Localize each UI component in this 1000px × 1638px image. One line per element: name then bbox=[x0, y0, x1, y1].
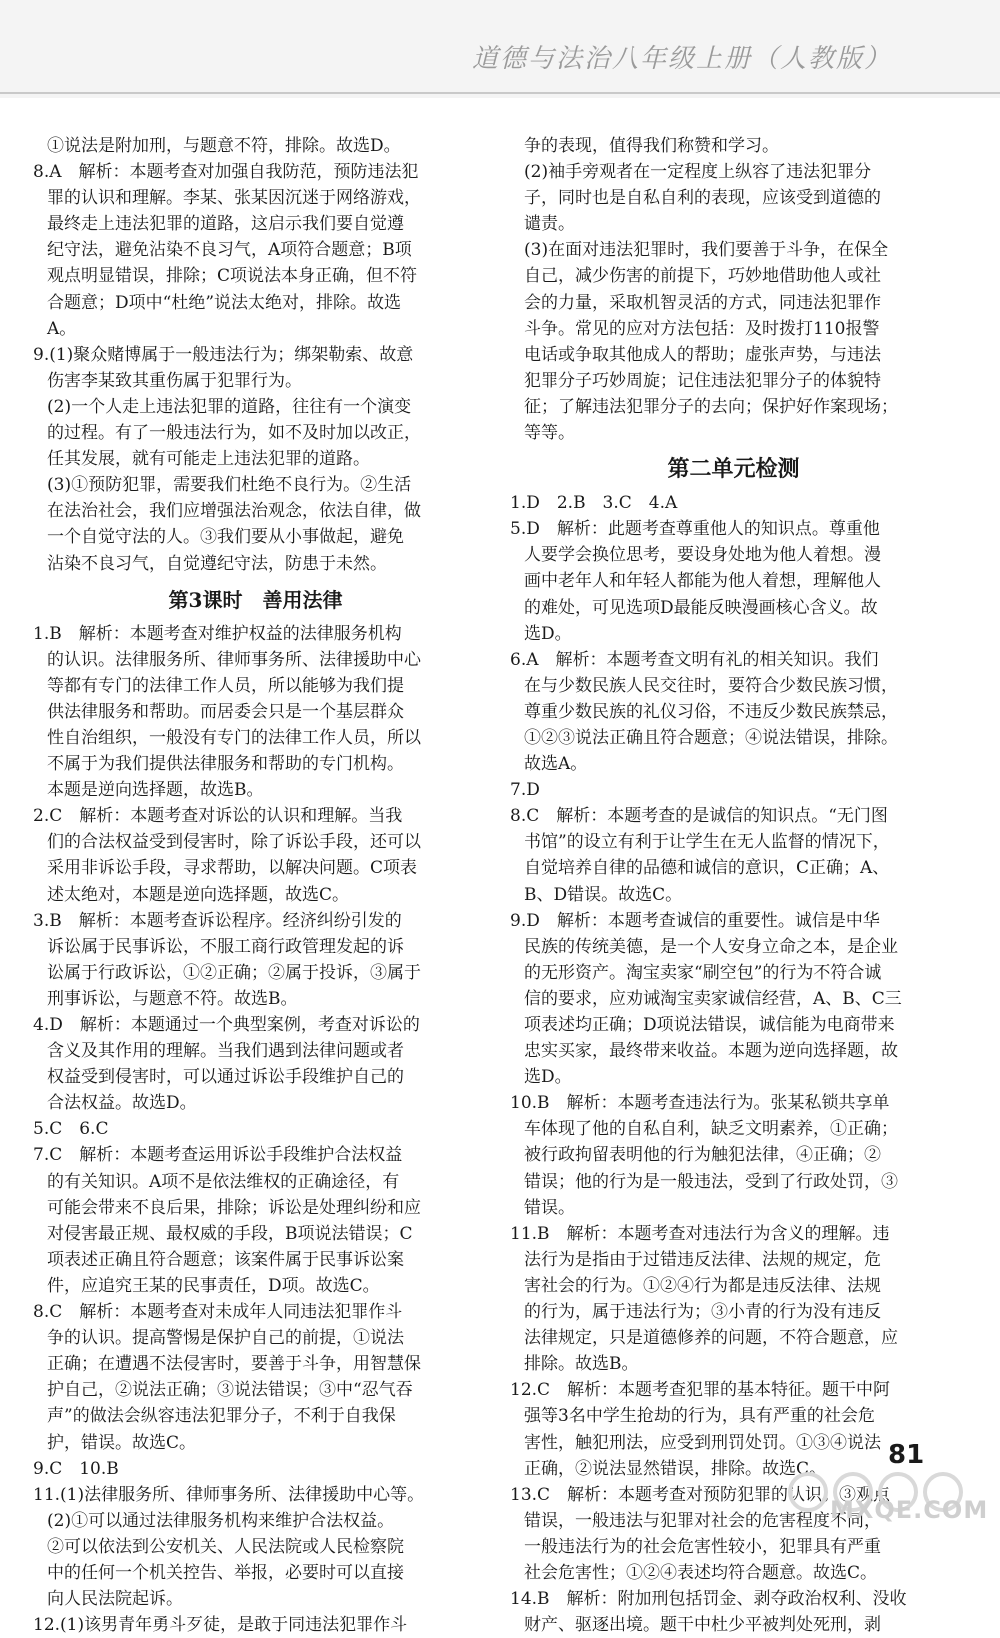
text-line: 一个自觉守法的人。③我们要从小事做起，避免 bbox=[47, 527, 404, 548]
text-line: 项表述正确且符合题意；该案件属于民事诉讼案 bbox=[47, 1249, 404, 1270]
text-line: 谴责。 bbox=[524, 214, 575, 235]
right-column bbox=[510, 133, 957, 1638]
text-line: 5.D 解析：此题考查尊重他人的知识点。尊重他 bbox=[510, 519, 880, 540]
text-line: 项表述均正确；D项说法错误，诚信能为电商带来 bbox=[524, 1015, 895, 1035]
text-line: 7.C 解析：本题考查运用诉讼手段维护合法权益 bbox=[33, 1145, 403, 1166]
text-line: 的认识。法律服务所、律师事务所、法律援助中心 bbox=[47, 649, 421, 670]
text-line: 画中老年人和年轻人都能为他人着想，理解他人 bbox=[524, 571, 881, 592]
text-line: 中的任何一个机关控告、举报，必要时可以直接 bbox=[47, 1562, 404, 1583]
text-line: 错误，一般违法与犯罪对社会的危害程度不同， bbox=[524, 1510, 881, 1531]
text-line: 尊重少数民族的礼仪习俗，不违反少数民族禁忌， bbox=[524, 701, 898, 722]
text-line: 护自己，②说法正确；③说法错误；③中“忍气吞 bbox=[47, 1380, 413, 1401]
text-line: 12.C 解析：本题考查犯罪的基本特征。题干中阿 bbox=[510, 1380, 891, 1401]
text-line: 选D。 bbox=[524, 1067, 572, 1088]
text-line: 子，同时也是自私自利的表现，应该受到道德的 bbox=[524, 188, 881, 209]
text-line: 书馆”的设立有利于让学生在无人监督的情况下， bbox=[524, 832, 890, 853]
text-line: 自己，减少伤害的前提下，巧妙地借助他人或社 bbox=[524, 266, 881, 287]
text-line: 合法权益。故选D。 bbox=[47, 1093, 197, 1114]
text-line: ①②③说法正确且符合题意；④说法错误，排除。 bbox=[524, 727, 898, 748]
text-line: 法行为是指由于过错违反法律、法规的规定，危 bbox=[524, 1249, 881, 1270]
text-line: 12.(1)该男青年勇斗歹徒，是敢于同违法犯罪作斗 bbox=[33, 1615, 408, 1636]
text-line: 8.C 解析：本题考查对未成年人同违法犯罪作斗 bbox=[33, 1302, 403, 1323]
section-heading-unit2-test: 第二单元检测 bbox=[667, 456, 800, 483]
text-line: 2.C 解析：本题考查对诉讼的认识和理解。当我 bbox=[33, 806, 403, 827]
left-column bbox=[33, 133, 478, 1638]
text-line: 9.(1)聚众赌博属于一般违法行为；绑架勒索、故意 bbox=[33, 344, 414, 365]
text-line: 被行政拘留表明他的行为触犯法律，④正确；② bbox=[524, 1145, 881, 1166]
text-line: 讼属于行政诉讼，①②正确；②属于投诉，③属于 bbox=[47, 962, 421, 983]
text-line: 人要学会换位思考，要设身处地为他人着想。漫 bbox=[524, 545, 881, 566]
text-line: 排除。故选B。 bbox=[524, 1354, 639, 1375]
text-line: 本题是逆向选择题，故选B。 bbox=[47, 780, 264, 801]
text-line: 错误；他的行为是一般违法，受到了行政处罚，③ bbox=[524, 1171, 898, 1192]
text-line: 一般违法行为的社会危害性较小，犯罪具有严重 bbox=[524, 1536, 881, 1557]
text-line: 等等。 bbox=[524, 423, 575, 444]
text-line: 征；了解违法犯罪分子的去向；保护好作案现场； bbox=[524, 396, 898, 417]
text-line: 声”的做法会纵容违法犯罪分子，不利于自我保 bbox=[47, 1406, 396, 1427]
text-line: 等都有专门的法律工作人员，所以能够为我们提 bbox=[47, 675, 404, 696]
text-line: 伤害李某致其重伤属于犯罪行为。 bbox=[47, 370, 302, 391]
text-line: 故选A。 bbox=[524, 754, 588, 775]
text-line: 述太绝对，本题是逆向选择题，故选C。 bbox=[47, 884, 350, 905]
text-line: (2)一个人走上违法犯罪的道路，往往有一个演变 bbox=[47, 396, 412, 417]
text-line: 合题意；D项中“杜绝”说法太绝对，排除。故选 bbox=[47, 292, 402, 313]
text-line: 选D。 bbox=[524, 623, 572, 644]
text-line: 害性，触犯刑法，应受到刑罚处罚。①③④说法 bbox=[524, 1432, 881, 1453]
text-line: 们的合法权益受到侵害时，除了诉讼手段，还可以 bbox=[47, 832, 421, 853]
text-line: ②可以依法到公安机关、人民法院或人民检察院 bbox=[47, 1536, 404, 1557]
text-line: 14.B 解析：附加刑包括罚金、剥夺政治权利、没收 bbox=[510, 1589, 907, 1610]
text-line: 会的力量，采取机智灵活的方式，同违法犯罪作 bbox=[524, 292, 881, 313]
text-line: 含义及其作用的理解。当我们遇到法律问题或者 bbox=[47, 1041, 404, 1062]
text-line: 犯罪分子巧妙周旋；记住违法犯罪分子的体貌特 bbox=[524, 370, 881, 391]
text-line: 9.C 10.B bbox=[33, 1458, 119, 1479]
text-line: 错误。 bbox=[524, 1197, 575, 1218]
text-line: 诉讼属于民事诉讼，不服工商行政管理发起的诉 bbox=[47, 936, 404, 957]
text-line: 车体现了他的自私自利，缺乏文明素养，①正确； bbox=[524, 1119, 898, 1140]
text-line: 的过程。有了一般违法行为，如不及时加以改正， bbox=[47, 423, 421, 444]
text-line: 自觉培养自律的品德和诚信的意识，C正确；A、 bbox=[524, 858, 890, 879]
text-line: (3)在面对违法犯罪时，我们要善于斗争，在保全 bbox=[524, 240, 889, 261]
text-line: (3)①预防犯罪，需要我们杜绝不良行为。②生活 bbox=[47, 475, 412, 496]
text-line: (2)①可以通过法律服务机构来维护合法权益。 bbox=[47, 1510, 395, 1531]
text-line: 社会危害性；①②④表述均符合题意。故选C。 bbox=[524, 1562, 878, 1583]
text-line: 在法治社会，我们应增强法治观念，依法自律，做 bbox=[47, 501, 421, 522]
text-line: 7.D bbox=[510, 780, 540, 801]
text-line: ①说法是附加刑，与题意不符，排除。故选D。 bbox=[47, 136, 401, 156]
text-line: 采用非诉讼手段，寻求帮助，以解决问题。C项表 bbox=[47, 858, 418, 879]
text-line: 观点明显错误，排除；C项说法本身正确，但不符 bbox=[47, 266, 418, 287]
text-line: 强等3名中学生抢劫的行为，具有严重的社会危 bbox=[524, 1406, 875, 1427]
text-line: 可能会带来不良后果，排除；诉讼是处理纠纷和应 bbox=[47, 1197, 421, 1218]
text-line: 斗争。常见的应对方法包括：及时拨打110报警 bbox=[524, 318, 880, 339]
text-line: 向人民法院起诉。 bbox=[47, 1589, 183, 1610]
page-number: 81 bbox=[888, 1440, 925, 1470]
text-line: 11.(1)法律服务所、律师事务所、法律援助中心等。 bbox=[33, 1484, 425, 1505]
text-line: 13.C 解析：本题考查对预防犯罪的认识。③观点 bbox=[510, 1484, 891, 1505]
text-line: 电话或争取其他成人的帮助；虚张声势，与违法 bbox=[524, 344, 881, 365]
left-answers-part2 bbox=[33, 621, 478, 1638]
text-line: (2)袖手旁观者在一定程度上纵容了违法犯罪分 bbox=[524, 162, 872, 183]
text-line: 4.D 解析：本题通过一个典型案例，考查对诉讼的 bbox=[33, 1015, 420, 1035]
text-line: 财产、驱逐出境。题干中杜少平被判处死刑，剥 bbox=[524, 1615, 881, 1636]
text-line: 忠实买家，最终带来收益。本题为逆向选择题，故 bbox=[524, 1041, 898, 1062]
text-line: 权益受到侵害时，可以通过诉讼手段维护自己的 bbox=[47, 1067, 404, 1088]
text-line: 的难处，可见选项D最能反映漫画核心含义。故 bbox=[524, 597, 878, 618]
text-line: 3.B 解析：本题考查诉讼程序。经济纠纷引发的 bbox=[33, 910, 402, 931]
text-line: B、D错误。故选C。 bbox=[524, 884, 683, 905]
text-line: 害社会的行为。①②④行为都是违反法律、法规 bbox=[524, 1275, 881, 1296]
text-line: 刑事诉讼，与题意不符。故选B。 bbox=[47, 988, 298, 1009]
text-line: 对侵害最正规、最权威的手段，B项说法错误；C bbox=[47, 1223, 413, 1244]
text-line: 护，错误。故选C。 bbox=[47, 1432, 197, 1453]
text-line: 6.A 解析：本题考查文明有礼的相关知识。我们 bbox=[510, 649, 879, 670]
text-line: 5.C 6.C bbox=[33, 1119, 109, 1140]
text-line: 在与少数民族人民交往时，要符合少数民族习惯， bbox=[524, 675, 898, 696]
text-line: 信的要求，应劝诫淘宝卖家诚信经营，A、B、C三 bbox=[524, 988, 902, 1009]
text-line: 民族的传统美德，是一个人安身立命之本，是企业 bbox=[524, 936, 898, 957]
text-line: 正确；在遭遇不法侵害时，要善于斗争，用智慧保 bbox=[47, 1354, 421, 1375]
text-line: 9.D 解析：本题考查诚信的重要性。诚信是中华 bbox=[510, 910, 880, 931]
text-line: 罪的认识和理解。李某、张某因沉迷于网络游戏， bbox=[47, 188, 421, 209]
text-line: 争的认识。提高警惕是保护自己的前提，①说法 bbox=[47, 1328, 404, 1349]
text-line: 不属于为我们提供法律服务和帮助的专门机构。 bbox=[47, 754, 404, 775]
text-line: A。 bbox=[47, 318, 77, 339]
text-line: 1.B 解析：本题考查对维护权益的法律服务机构 bbox=[33, 623, 402, 644]
text-line: 沾染不良习气，自觉遵纪守法，防患于未然。 bbox=[47, 553, 387, 574]
text-line: 供法律服务和帮助。而居委会只是一个基层群众 bbox=[47, 701, 404, 722]
text-line: 10.B 解析：本题考查违法行为。张某私锁共享单 bbox=[510, 1093, 890, 1114]
text-line: 11.B 解析：本题考查对违法行为含义的理解。违 bbox=[510, 1223, 890, 1244]
text-line: 1.D 2.B 3.C 4.A bbox=[510, 493, 678, 514]
text-line: 法律规定，只是道德修养的问题，不符合题意，应 bbox=[524, 1328, 898, 1349]
text-line: 性自治组织，一般没有专门的法律工作人员，所以 bbox=[47, 727, 421, 748]
header-divider bbox=[0, 92, 1000, 94]
watermark-text: MXQE.COM bbox=[830, 1496, 989, 1524]
text-line: 正确，②说法显然错误，排除。故选C。 bbox=[524, 1458, 827, 1479]
text-line: 纪守法，避免沾染不良习气，A项符合题意；B项 bbox=[47, 240, 412, 261]
text-line: 的有关知识。A项不是依法维权的正确途径，有 bbox=[47, 1171, 400, 1192]
text-line: 的无形资产。淘宝卖家“刷空包”的行为不符合诚 bbox=[524, 962, 882, 983]
text-line: 任其发展，就有可能走上违法犯罪的道路。 bbox=[47, 449, 370, 470]
left-answers-part1 bbox=[33, 133, 478, 577]
text-line: 件，应追究王某的民事责任，D项。故选C。 bbox=[47, 1275, 380, 1296]
text-line: 的行为，属于违法行为；③小青的行为没有违反 bbox=[524, 1302, 881, 1323]
text-line: 最终走上违法犯罪的道路，这启示我们要自觉遵 bbox=[47, 214, 404, 235]
right-answers-part1 bbox=[510, 133, 957, 446]
running-header-title: 道德与法治八年级上册（人教版） bbox=[471, 44, 892, 74]
section-heading-lesson3: 第3课时 善用法律 bbox=[168, 587, 343, 612]
text-line: 争的表现，值得我们称赞和学习。 bbox=[524, 136, 779, 156]
text-line: 8.C 解析：本题考查的是诚信的知识点。“无门图 bbox=[510, 806, 888, 827]
text-line: 8.A 解析：本题考查对加强自我防范，预防违法犯 bbox=[33, 162, 419, 183]
